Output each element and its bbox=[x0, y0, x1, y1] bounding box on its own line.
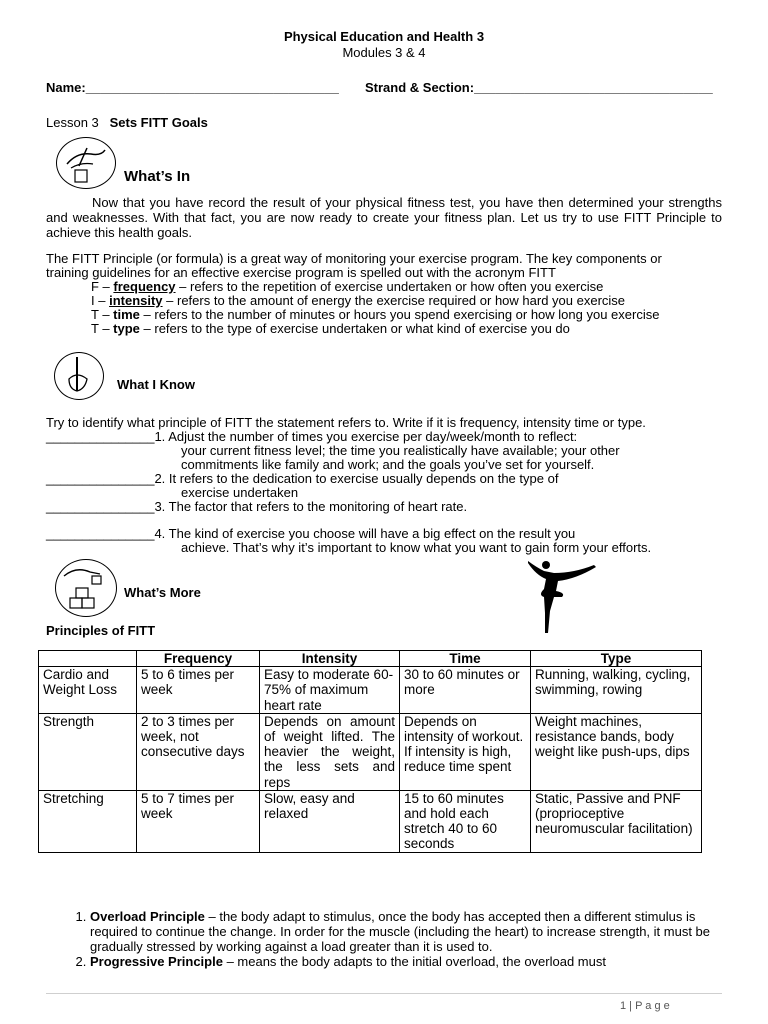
table-row bbox=[39, 667, 702, 714]
footer-divider bbox=[46, 993, 722, 994]
table-cell: 5 to 6 times per week bbox=[137, 667, 260, 714]
whats-in-heading: What’s In bbox=[124, 168, 191, 185]
fitt-term: intensity bbox=[109, 293, 163, 308]
name-field[interactable] bbox=[46, 80, 339, 95]
answer-blank-4[interactable]: _______________ bbox=[46, 526, 155, 541]
fitt-item-frequency bbox=[91, 279, 603, 294]
question-3 bbox=[46, 499, 467, 514]
answer-blank-2[interactable]: _______________ bbox=[46, 471, 155, 486]
table-cell: Weight machines, resistance bands, body weight like push-ups, dips bbox=[531, 713, 702, 790]
table-cell: 5 to 7 times per week bbox=[137, 790, 260, 852]
lesson-number: Lesson 3 bbox=[46, 115, 99, 130]
fitt-item-intensity bbox=[91, 293, 625, 308]
table-cell: Strength bbox=[39, 713, 137, 790]
question-4 bbox=[46, 526, 575, 541]
table-row bbox=[39, 713, 702, 790]
question-2-line-2: exercise undertaken bbox=[181, 485, 299, 500]
strand-section-field[interactable] bbox=[365, 80, 713, 95]
whats-in-paragraph-2-line-2: training guidelines for an effective exercise program is spelled out with the acronym FITT bbox=[46, 265, 556, 280]
list-item bbox=[90, 954, 740, 969]
name-label: Name: bbox=[46, 80, 86, 95]
fitt-table bbox=[38, 650, 702, 853]
table-cell: Slow, easy and relaxed bbox=[260, 790, 400, 852]
name-blank[interactable]: ___________________________________ bbox=[85, 80, 339, 95]
question-text: 3. The factor that refers to the monitoring of heart rate. bbox=[154, 499, 468, 514]
table-header-row bbox=[39, 651, 702, 667]
table-cell: Cardio and Weight Loss bbox=[39, 667, 137, 714]
document-subtitle: Modules 3 & 4 bbox=[342, 45, 426, 60]
page-number: 1 | P a g e bbox=[620, 1000, 670, 1012]
principle-desc: – the body adapt to stimulus, once the body has accepted then a different stimulus is required to continue the change. In order for the muscle (including the heart) to increase strength, it must be gradually stressed by working against a load greater than it is used to. bbox=[90, 909, 711, 954]
question-text: 1. Adjust the number of times you exercise per day/week/month to reflect: bbox=[154, 429, 578, 444]
table-header-cell: Frequency bbox=[137, 651, 260, 667]
strand-section-label: Strand & Section: bbox=[365, 80, 475, 95]
fitt-desc: – refers to the repetition of exercise undertaken or how often you exercise bbox=[175, 279, 604, 294]
principle-term: Overload Principle bbox=[90, 909, 205, 924]
question-4-line-2: achieve. That’s why it’s important to know what you want to gain form your efforts. bbox=[181, 540, 652, 555]
document-title: Physical Education and Health 3 bbox=[283, 29, 485, 44]
question-text: 2. It refers to the dedication to exercise usually depends on the type of bbox=[154, 471, 559, 486]
fitt-letter: I – bbox=[91, 293, 110, 308]
fitt-desc: – refers to the type of exercise undertaken or what kind of exercise you do bbox=[139, 321, 570, 336]
table-cell: Easy to moderate 60-75% of maximum heart rate bbox=[260, 667, 400, 714]
table-header-cell: Type bbox=[531, 651, 702, 667]
lesson-heading bbox=[46, 115, 208, 130]
table-cell: Stretching bbox=[39, 790, 137, 852]
table-cell: 2 to 3 times per week, not consecutive days bbox=[137, 713, 260, 790]
hand-writing-icon bbox=[56, 137, 116, 189]
fitt-letter: T – bbox=[91, 321, 114, 336]
lesson-title: Sets FITT Goals bbox=[109, 115, 208, 130]
what-i-know-instruction: Try to identify what principle of FITT the statement refers to. Write if it is frequency, intensity time or type. bbox=[46, 415, 646, 430]
table-cell: Running, walking, cycling, swimming, rowing bbox=[531, 667, 702, 714]
question-text: 4. The kind of exercise you choose will have a big effect on the result you bbox=[154, 526, 576, 541]
pencil-hand-icon bbox=[54, 352, 104, 400]
question-1-line-2: your current fitness level; the time you realistically have available; your other bbox=[181, 443, 620, 458]
question-2 bbox=[46, 471, 558, 486]
ballerina-silhouette-icon bbox=[518, 555, 604, 637]
whats-more-heading: What’s More bbox=[124, 585, 201, 600]
principles-list bbox=[46, 909, 740, 969]
table-header-cell bbox=[39, 651, 137, 667]
fitt-term: time bbox=[113, 307, 140, 322]
answer-blank-3[interactable]: _______________ bbox=[46, 499, 155, 514]
fitt-item-type bbox=[91, 321, 570, 336]
fitt-item-time bbox=[91, 307, 659, 322]
table-cell: Depends on amount of weight lifted. The heavier the weight, the less sets and reps bbox=[260, 713, 400, 790]
question-1-line-3: commitments like family and work; and the goals you’ve set for yourself. bbox=[181, 457, 595, 472]
principles-of-fitt-title: Principles of FITT bbox=[46, 623, 156, 638]
table-cell: 30 to 60 minutes or more bbox=[400, 667, 531, 714]
fitt-desc: – refers to the number of minutes or hours you spend exercising or how long you exercise bbox=[139, 307, 660, 322]
stacking-blocks-icon bbox=[55, 559, 117, 617]
fitt-letter: F – bbox=[91, 279, 114, 294]
principle-term: Progressive Principle bbox=[90, 954, 223, 969]
table-header-cell: Time bbox=[400, 651, 531, 667]
whats-in-paragraph-2-line-1: The FITT Principle (or formula) is a great way of monitoring your exercise program. The key components or bbox=[46, 251, 662, 266]
table-cell: Depends on intensity of workout. If intensity is high, reduce time spent bbox=[400, 713, 531, 790]
strand-section-blank[interactable]: _________________________________ bbox=[474, 80, 713, 95]
answer-blank-1[interactable]: _______________ bbox=[46, 429, 155, 444]
list-item bbox=[90, 909, 740, 954]
table-row bbox=[39, 790, 702, 852]
fitt-letter: T – bbox=[91, 307, 114, 322]
fitt-desc: – refers to the amount of energy the exercise required or how hard you exercise bbox=[162, 293, 626, 308]
fitt-term: type bbox=[113, 321, 140, 336]
table-header-cell: Intensity bbox=[260, 651, 400, 667]
fitt-term: frequency bbox=[113, 279, 176, 294]
question-1 bbox=[46, 429, 577, 444]
what-i-know-heading: What I Know bbox=[117, 377, 195, 392]
whats-in-paragraph-1: Now that you have record the result of your physical fitness test, you have then determined your strengths and weaknesses. With that fact, you are now ready to create your fitness plan. Let us try to use FITT Principle to achieve this health goals. bbox=[46, 195, 722, 240]
table-cell: Static, Passive and PNF (proprioceptive neuromuscular facilitation) bbox=[531, 790, 702, 852]
principle-desc: – means the body adapts to the initial overload, the overload must bbox=[222, 954, 606, 969]
table-cell: 15 to 60 minutes and hold each stretch 40 to 60 seconds bbox=[400, 790, 531, 852]
